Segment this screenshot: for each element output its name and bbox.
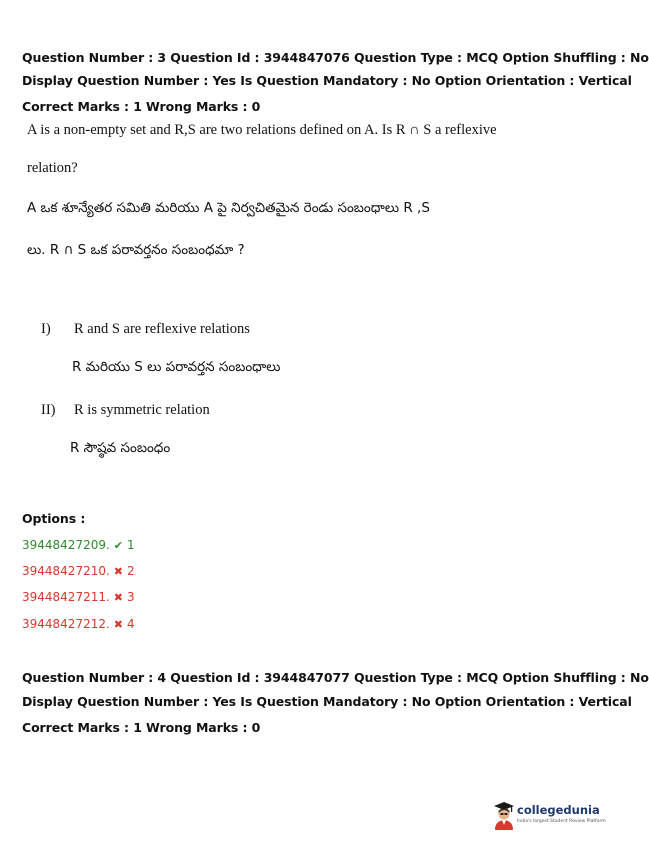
- option-3-number: 3: [127, 590, 135, 604]
- option-1-number: 1: [127, 538, 135, 552]
- option-2: [22, 564, 135, 578]
- q4-meta-line-1: Question Number : 4 Question Id : 3944847077 Question Type : MCQ Option Shuffling : No: [22, 670, 649, 685]
- graduate-avatar-icon: [493, 800, 515, 830]
- check-icon: ✔: [113, 539, 124, 552]
- q3-meta-line-1: Question Number : 3 Question Id : 3944847076 Question Type : MCQ Option Shuffling : No: [22, 50, 649, 65]
- q4-marks: Correct Marks : 1 Wrong Marks : 0: [22, 720, 261, 735]
- q3-meta-line-2: Display Question Number : Yes Is Question Mandatory : No Option Orientation : Vertical: [22, 73, 632, 88]
- logo-name: collegedunia: [517, 803, 600, 817]
- q4-meta-line-2: Display Question Number : Yes Is Question Mandatory : No Option Orientation : Vertical: [22, 694, 632, 709]
- option-1-id: 39448427209.: [22, 538, 110, 552]
- q3-english-line-1: A is a non-empty set and R,S are two relations defined on A. Is R ∩ S a reflexive: [27, 122, 497, 138]
- cross-icon: ✖: [113, 565, 124, 578]
- cross-icon: ✖: [113, 591, 124, 604]
- collegedunia-logo[interactable]: [493, 800, 606, 834]
- cross-icon: ✖: [113, 618, 124, 631]
- option-4: [22, 617, 135, 631]
- q3-telugu-line-1: A ఒక శూన్యేతర సమితి మరియు A పై నిర్వచితమైన రెండు సంబంధాలు R ,S: [27, 200, 430, 216]
- q3-english-line-2: relation?: [27, 160, 78, 176]
- statement-1-english: R and S are reflexive relations: [74, 321, 250, 337]
- statement-1-label: I): [41, 321, 51, 337]
- option-3: [22, 590, 135, 604]
- logo-tagline: India's largest Student Review Platform: [517, 819, 606, 824]
- statement-2-label: II): [41, 402, 56, 418]
- option-2-number: 2: [127, 564, 135, 578]
- option-2-id: 39448427210.: [22, 564, 110, 578]
- option-4-number: 4: [127, 617, 135, 631]
- option-3-id: 39448427211.: [22, 590, 110, 604]
- q3-telugu-line-2: లు. R ∩ S ఒక పరావర్తనం సంబంధమా ?: [27, 242, 245, 258]
- statement-2-english: R is symmetric relation: [74, 402, 210, 418]
- statement-1-telugu: R మరియు S లు పరావర్తన సంబంధాలు: [72, 359, 281, 375]
- statement-2-telugu: R సౌష్ఠవ సంబంధం: [70, 440, 171, 456]
- option-4-id: 39448427212.: [22, 617, 110, 631]
- options-heading: Options :: [22, 511, 86, 526]
- option-1: [22, 538, 135, 552]
- q3-marks: Correct Marks : 1 Wrong Marks : 0: [22, 99, 261, 114]
